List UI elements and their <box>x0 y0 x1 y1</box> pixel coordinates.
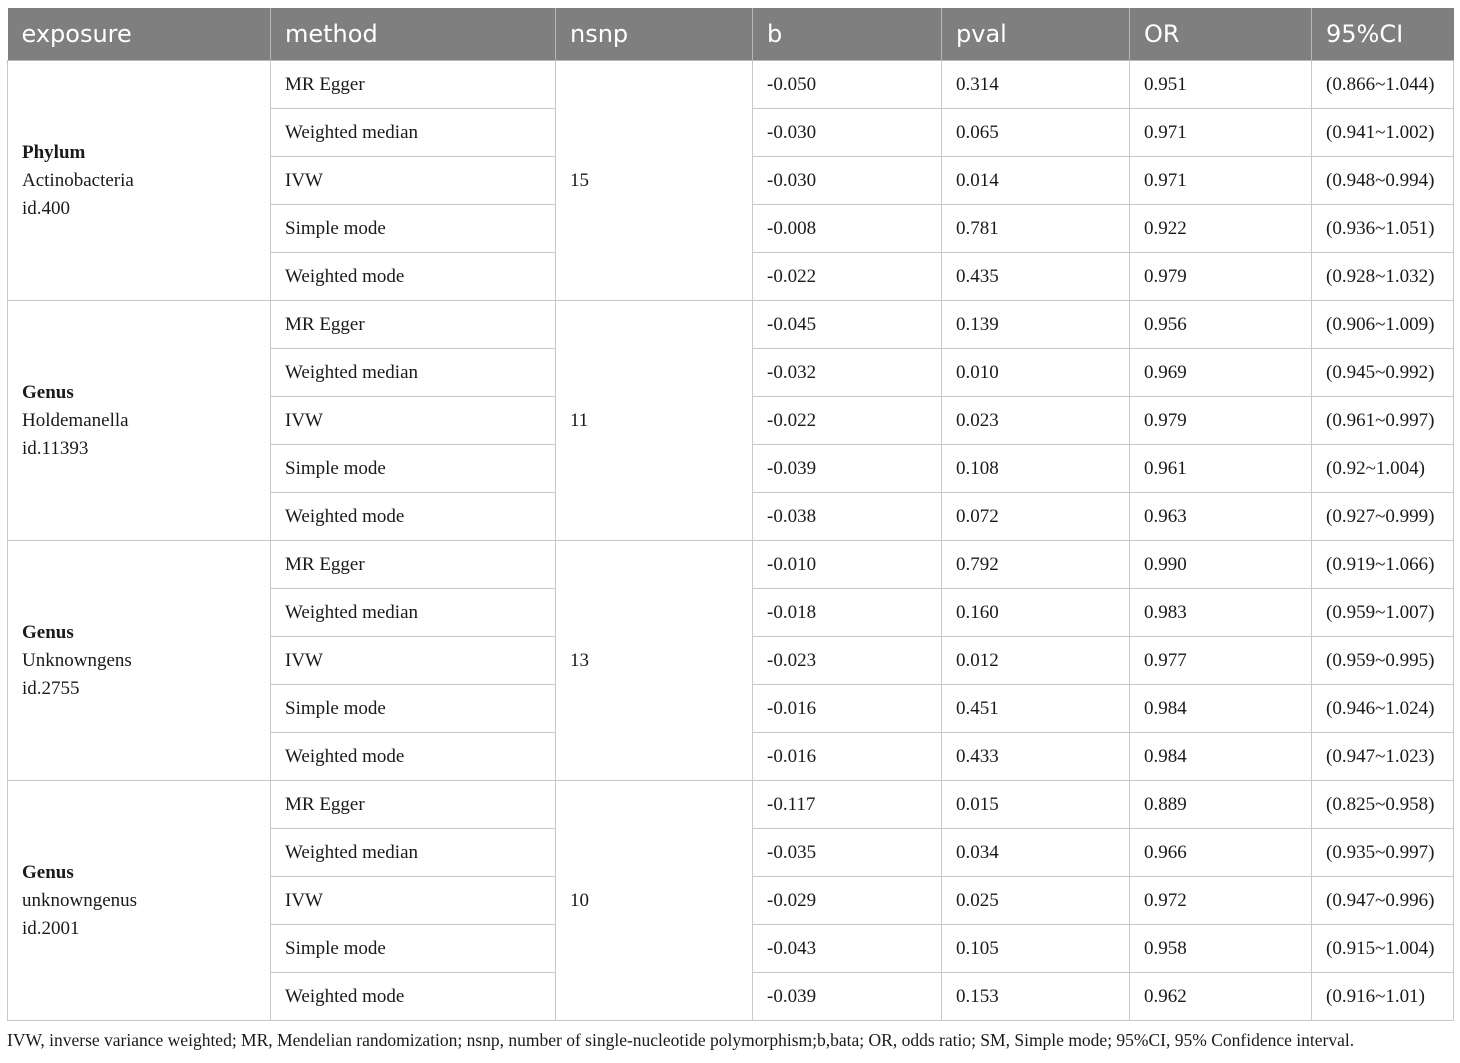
method-cell: IVW <box>271 157 556 205</box>
pval-cell: 0.451 <box>942 685 1130 733</box>
method-cell: IVW <box>271 637 556 685</box>
pval-cell: 0.023 <box>942 397 1130 445</box>
ci-cell: (0.947~1.023) <box>1312 733 1454 781</box>
or-cell: 0.956 <box>1130 301 1312 349</box>
or-cell: 0.984 <box>1130 685 1312 733</box>
pval-cell: 0.025 <box>942 877 1130 925</box>
ci-cell: (0.948~0.994) <box>1312 157 1454 205</box>
or-cell: 0.979 <box>1130 397 1312 445</box>
header-row <box>8 8 1454 61</box>
table-footnote: IVW, inverse variance weighted; MR, Mendelian randomization; nsnp, number of single-nucleotide polymorphism;b,bata; OR, odds ratio; SM, Simple mode; 95%CI, 95% Confidence interval. <box>7 1030 1355 1050</box>
method-cell: Weighted mode <box>271 973 556 1021</box>
b-cell: -0.043 <box>753 925 942 973</box>
exposure-taxon: Actinobacteria <box>22 169 134 191</box>
b-cell: -0.038 <box>753 493 942 541</box>
pval-cell: 0.034 <box>942 829 1130 877</box>
method-cell: MR Egger <box>271 781 556 829</box>
or-cell: 0.972 <box>1130 877 1312 925</box>
pval-cell: 0.072 <box>942 493 1130 541</box>
or-cell: 0.889 <box>1130 781 1312 829</box>
pval-cell: 0.015 <box>942 781 1130 829</box>
ci-cell: (0.825~0.958) <box>1312 781 1454 829</box>
method-cell: Weighted median <box>271 109 556 157</box>
or-cell: 0.984 <box>1130 733 1312 781</box>
or-cell: 0.958 <box>1130 925 1312 973</box>
nsnp-cell: 13 <box>556 541 753 781</box>
b-cell: -0.022 <box>753 253 942 301</box>
table-container <box>7 8 1453 1021</box>
nsnp-cell: 11 <box>556 301 753 541</box>
pval-cell: 0.010 <box>942 349 1130 397</box>
exposure-cell <box>8 61 271 301</box>
exposure-rank: Phylum <box>22 141 86 163</box>
or-cell: 0.962 <box>1130 973 1312 1021</box>
header-exposure: exposure <box>8 8 271 61</box>
header-method: method <box>271 8 556 61</box>
b-cell: -0.010 <box>753 541 942 589</box>
b-cell: -0.050 <box>753 61 942 109</box>
b-cell: -0.023 <box>753 637 942 685</box>
b-cell: -0.045 <box>753 301 942 349</box>
or-cell: 0.969 <box>1130 349 1312 397</box>
b-cell: -0.032 <box>753 349 942 397</box>
method-cell: Simple mode <box>271 925 556 973</box>
method-cell: IVW <box>271 877 556 925</box>
ci-cell: (0.936~1.051) <box>1312 205 1454 253</box>
or-cell: 0.961 <box>1130 445 1312 493</box>
method-cell: MR Egger <box>271 541 556 589</box>
ci-cell: (0.946~1.024) <box>1312 685 1454 733</box>
b-cell: -0.022 <box>753 397 942 445</box>
ci-cell: (0.866~1.044) <box>1312 61 1454 109</box>
ci-cell: (0.927~0.999) <box>1312 493 1454 541</box>
pval-cell: 0.065 <box>942 109 1130 157</box>
ci-cell: (0.915~1.004) <box>1312 925 1454 973</box>
ci-cell: (0.959~0.995) <box>1312 637 1454 685</box>
b-cell: -0.035 <box>753 829 942 877</box>
exposure-cell <box>8 301 271 541</box>
table-row <box>8 781 1454 829</box>
mr-results-table <box>7 8 1454 1021</box>
pval-cell: 0.108 <box>942 445 1130 493</box>
exposure-rank: Genus <box>22 621 74 643</box>
method-cell: MR Egger <box>271 61 556 109</box>
ci-cell: (0.941~1.002) <box>1312 109 1454 157</box>
method-cell: Weighted mode <box>271 733 556 781</box>
b-cell: -0.039 <box>753 973 942 1021</box>
exposure-rank: Genus <box>22 861 74 883</box>
or-cell: 0.922 <box>1130 205 1312 253</box>
method-cell: MR Egger <box>271 301 556 349</box>
exposure-id: id.11393 <box>22 437 89 459</box>
nsnp-cell: 15 <box>556 61 753 301</box>
pval-cell: 0.435 <box>942 253 1130 301</box>
method-cell: Weighted mode <box>271 253 556 301</box>
b-cell: -0.029 <box>753 877 942 925</box>
ci-cell: (0.959~1.007) <box>1312 589 1454 637</box>
b-cell: -0.030 <box>753 157 942 205</box>
b-cell: -0.016 <box>753 733 942 781</box>
table-row <box>8 301 1454 349</box>
pval-cell: 0.153 <box>942 973 1130 1021</box>
method-cell: Weighted median <box>271 829 556 877</box>
pval-cell: 0.014 <box>942 157 1130 205</box>
ci-cell: (0.916~1.01) <box>1312 973 1454 1021</box>
exposure-taxon: Holdemanella <box>22 409 129 431</box>
ci-cell: (0.928~1.032) <box>1312 253 1454 301</box>
or-cell: 0.979 <box>1130 253 1312 301</box>
ci-cell: (0.919~1.066) <box>1312 541 1454 589</box>
method-cell: IVW <box>271 397 556 445</box>
or-cell: 0.971 <box>1130 157 1312 205</box>
ci-cell: (0.945~0.992) <box>1312 349 1454 397</box>
exposure-cell <box>8 781 271 1021</box>
method-cell: Simple mode <box>271 205 556 253</box>
pval-cell: 0.792 <box>942 541 1130 589</box>
method-cell: Simple mode <box>271 685 556 733</box>
exposure-taxon: Unknowngens <box>22 649 132 671</box>
exposure-taxon: unknowngenus <box>22 889 138 911</box>
method-cell: Simple mode <box>271 445 556 493</box>
header-or: OR <box>1130 8 1312 61</box>
b-cell: -0.018 <box>753 589 942 637</box>
nsnp-cell: 10 <box>556 781 753 1021</box>
or-cell: 0.963 <box>1130 493 1312 541</box>
table-header <box>8 8 1454 61</box>
b-cell: -0.008 <box>753 205 942 253</box>
method-cell: Weighted median <box>271 589 556 637</box>
or-cell: 0.966 <box>1130 829 1312 877</box>
pval-cell: 0.105 <box>942 925 1130 973</box>
exposure-id: id.2001 <box>22 917 80 939</box>
exposure-id: id.400 <box>22 197 71 219</box>
table-body <box>8 61 1454 1021</box>
exposure-cell <box>8 541 271 781</box>
header-pval: pval <box>942 8 1130 61</box>
header-nsnp: nsnp <box>556 8 753 61</box>
method-cell: Weighted mode <box>271 493 556 541</box>
or-cell: 0.951 <box>1130 61 1312 109</box>
or-cell: 0.983 <box>1130 589 1312 637</box>
or-cell: 0.977 <box>1130 637 1312 685</box>
ci-cell: (0.935~0.997) <box>1312 829 1454 877</box>
b-cell: -0.030 <box>753 109 942 157</box>
b-cell: -0.117 <box>753 781 942 829</box>
table-row <box>8 61 1454 109</box>
pval-cell: 0.012 <box>942 637 1130 685</box>
pval-cell: 0.160 <box>942 589 1130 637</box>
b-cell: -0.039 <box>753 445 942 493</box>
or-cell: 0.990 <box>1130 541 1312 589</box>
pval-cell: 0.781 <box>942 205 1130 253</box>
exposure-id: id.2755 <box>22 677 80 699</box>
ci-cell: (0.961~0.997) <box>1312 397 1454 445</box>
exposure-rank: Genus <box>22 381 74 403</box>
ci-cell: (0.906~1.009) <box>1312 301 1454 349</box>
b-cell: -0.016 <box>753 685 942 733</box>
pval-cell: 0.314 <box>942 61 1130 109</box>
pval-cell: 0.139 <box>942 301 1130 349</box>
ci-cell: (0.92~1.004) <box>1312 445 1454 493</box>
ci-cell: (0.947~0.996) <box>1312 877 1454 925</box>
header-b: b <box>753 8 942 61</box>
header-ci: 95%CI <box>1312 8 1454 61</box>
or-cell: 0.971 <box>1130 109 1312 157</box>
pval-cell: 0.433 <box>942 733 1130 781</box>
method-cell: Weighted median <box>271 349 556 397</box>
table-row <box>8 541 1454 589</box>
